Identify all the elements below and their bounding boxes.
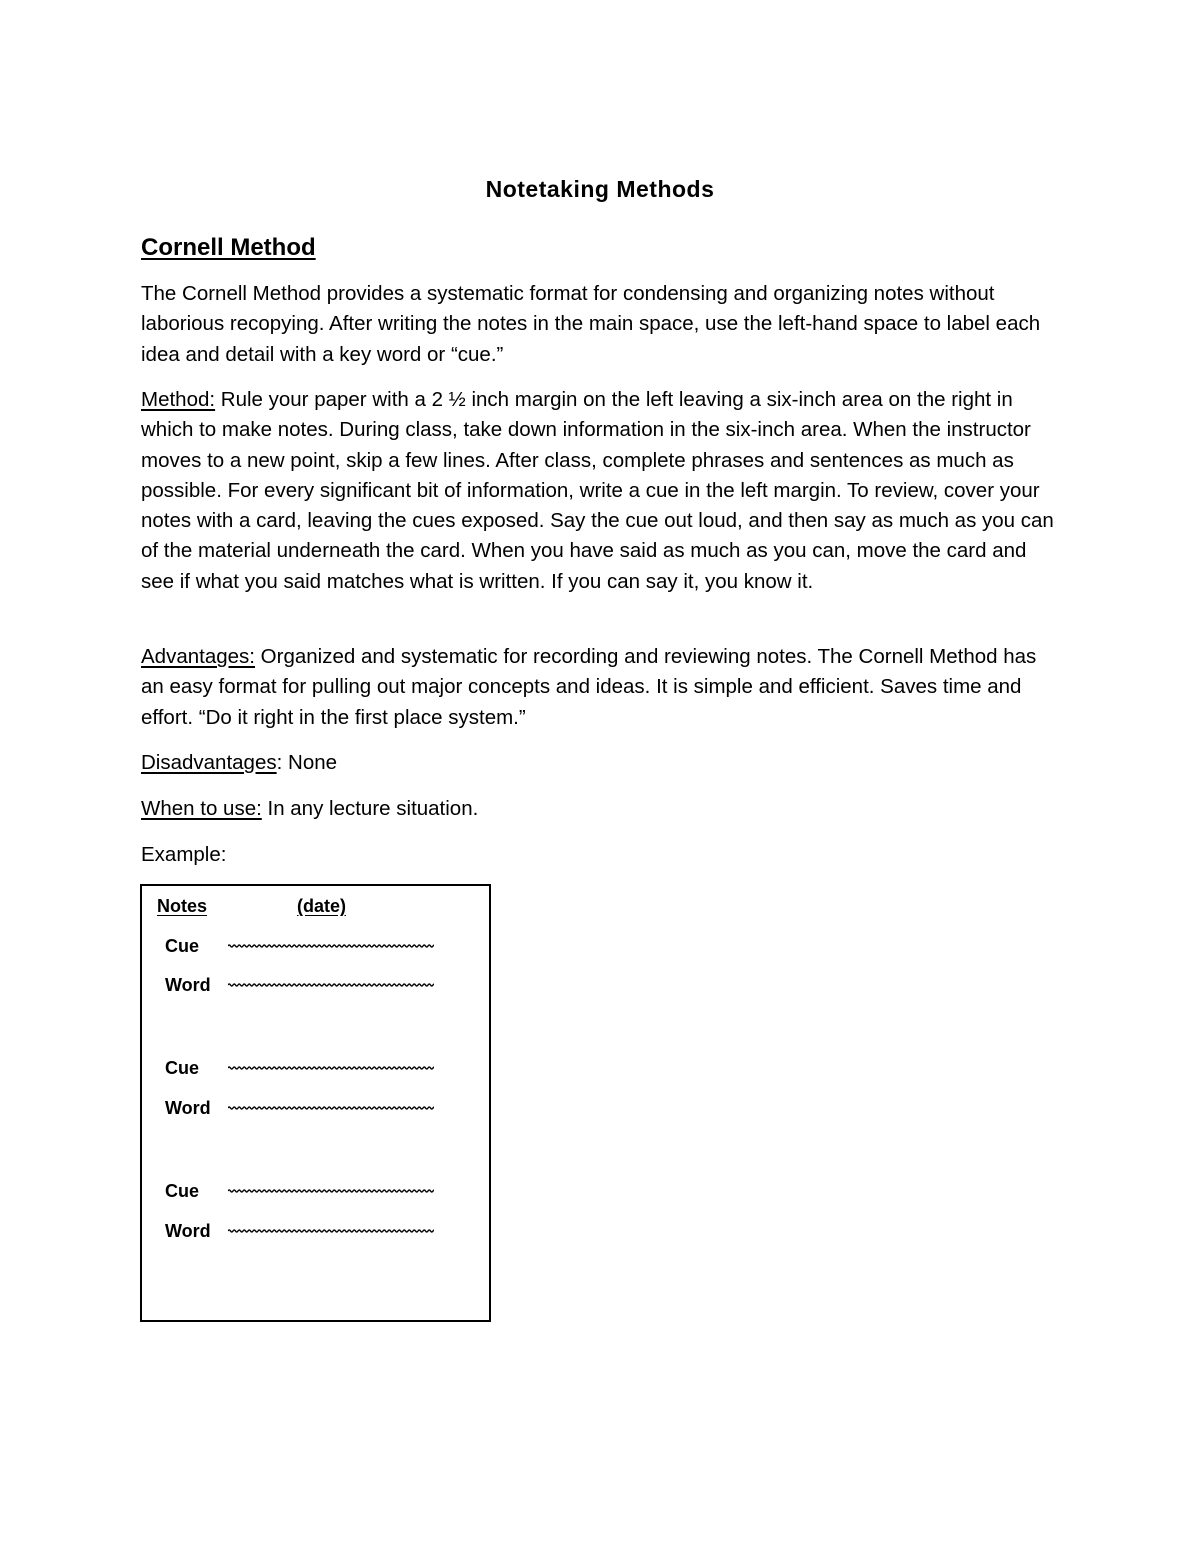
squiggle-line <box>228 1187 434 1195</box>
example-row-label: Word <box>165 1098 211 1118</box>
squiggle-line <box>228 1104 434 1112</box>
cornell-example-box <box>140 884 491 1322</box>
squiggle-line <box>228 942 434 950</box>
squiggle-line <box>228 981 434 989</box>
advantages-text: Organized and systematic for recording and reviewing notes. The Cornell Method has an easy format for pulling out major concepts and ideas. It is simple and efficient. Saves time and effort. “Do it right in the first place system.” <box>141 645 1037 729</box>
disadvantages-text: : None <box>276 751 338 774</box>
example-label: Example: <box>141 843 227 866</box>
method-label: Method: <box>141 388 216 411</box>
when-to-use-paragraph <box>141 794 1061 824</box>
squiggle-path <box>228 1190 434 1192</box>
squiggle-path <box>228 1067 434 1069</box>
example-row-label: Cue <box>165 1058 200 1078</box>
document-title: Notetaking Methods <box>485 176 715 202</box>
example-header-date: (date) <box>297 896 346 916</box>
advantages-label: Advantages: <box>141 645 255 668</box>
example-row-label: Cue <box>165 1181 200 1201</box>
advantages-paragraph <box>141 642 1061 733</box>
squiggle-line <box>228 1064 434 1072</box>
method-paragraph <box>141 385 1061 597</box>
example-row-label: Word <box>165 975 211 995</box>
squiggle-line <box>228 1227 434 1235</box>
squiggle-path <box>228 984 434 986</box>
intro-paragraph: The Cornell Method provides a systematic format for condensing and organizing notes without laborious recopying. After writing the notes in the main space, use the left-hand space to label each idea and detail with a key word or “cue.” <box>141 282 1041 366</box>
when-to-use-label: When to use: <box>141 797 262 820</box>
section-heading-cornell-method: Cornell Method <box>141 234 316 261</box>
example-row-label: Cue <box>165 936 200 956</box>
when-to-use-text: In any lecture situation. <box>261 797 479 820</box>
method-text: Rule your paper with a 2 ½ inch margin on the left leaving a six-inch area on the right in which to make notes. During class, take down information in the six-inch area. When the instructor moves to a new point, skip a few lines. After class, complete phrases and sentences as much as possible. For every significant bit of information, write a cue in the left margin. To review, cover your notes with a card, leaving the cues exposed. Say the cue out loud, and then say as much as you can of the material underneath the card. When you have said as much as you can, move the card and see if what you said matches what is written. If you can say it, you know it. <box>141 388 1054 593</box>
squiggle-path <box>228 1107 434 1109</box>
squiggle-path <box>228 945 434 947</box>
squiggle-path <box>228 1230 434 1232</box>
disadvantages-label: Disadvantages <box>141 751 277 774</box>
example-header-notes: Notes <box>157 896 208 916</box>
disadvantages-paragraph <box>141 748 1061 778</box>
example-row-label: Word <box>165 1221 211 1241</box>
